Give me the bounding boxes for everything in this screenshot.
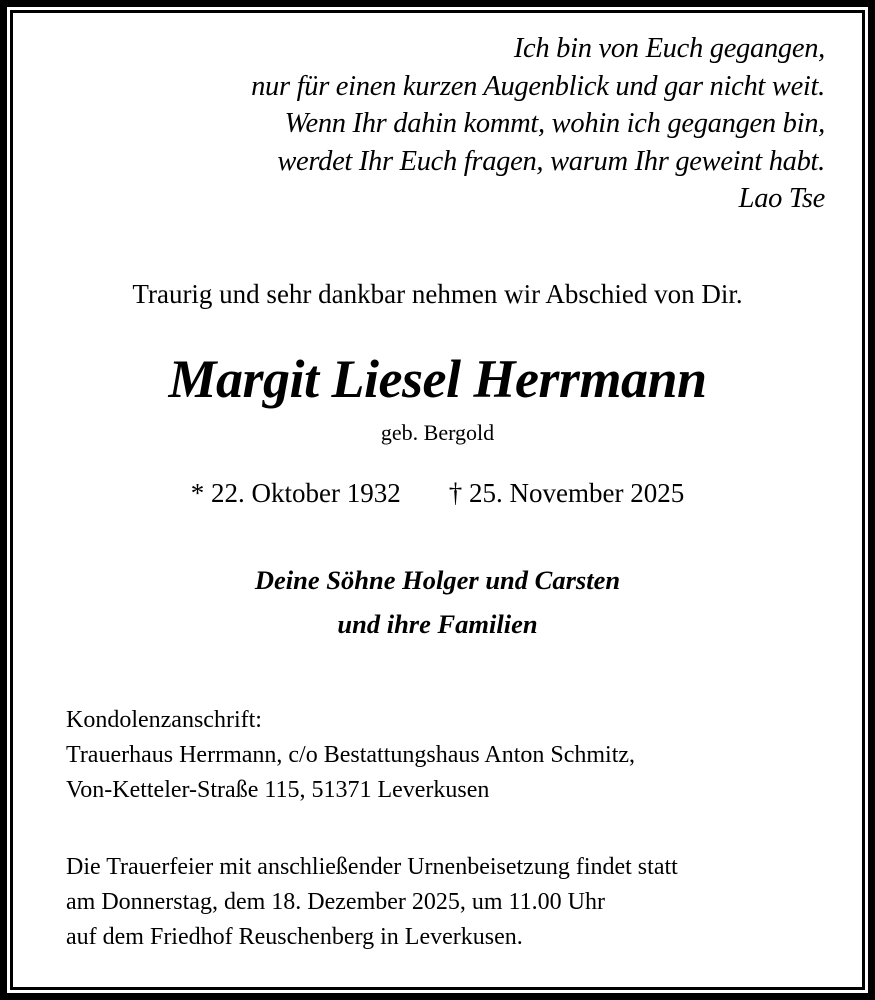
birth-date: * 22. Oktober 1932 xyxy=(190,478,401,508)
family-signature xyxy=(0,558,875,646)
ceremony-line: auf dem Friedhof Reuschenberg in Leverkusen. xyxy=(66,924,523,950)
death-date: † 25. November 2025 xyxy=(448,478,685,508)
ceremony-line: Die Trauerfeier mit anschließender Urnenbeisetzung findet statt xyxy=(66,854,678,880)
poem-quote xyxy=(251,30,825,218)
ceremony-details xyxy=(66,850,678,955)
condolence-address-line: Von-Ketteler-Straße 115, 51371 Leverkusen xyxy=(66,777,490,803)
farewell-statement: Traurig und sehr dankbar nehmen wir Abschied von Dir. xyxy=(132,279,743,309)
family-line: und ihre Familien xyxy=(337,609,538,639)
poem-line: Ich bin von Euch gegangen, xyxy=(513,33,825,64)
condolence-label: Kondolenzanschrift: xyxy=(66,707,262,733)
birth-name: geb. Bergold xyxy=(380,420,495,445)
poem-author: Lao Tse xyxy=(738,183,825,214)
life-dates xyxy=(0,474,875,512)
poem-line: nur für einen kurzen Augenblick und gar nicht weit. xyxy=(251,70,825,102)
poem-line: Wenn Ihr dahin kommt, wohin ich gegangen bin, xyxy=(284,108,825,139)
ceremony-line: am Donnerstag, dem 18. Dezember 2025, um 11.00 Uhr xyxy=(66,889,605,915)
deceased-name: Margit Liesel Herrmann xyxy=(168,349,707,409)
family-line: Deine Söhne Holger und Carsten xyxy=(254,565,621,595)
condolence-address-line: Trauerhaus Herrmann, c/o Bestattungshaus Anton Schmitz, xyxy=(66,742,636,768)
condolence-address xyxy=(66,703,635,808)
poem-line: werdet Ihr Euch fragen, warum Ihr geweint habt. xyxy=(277,145,825,177)
